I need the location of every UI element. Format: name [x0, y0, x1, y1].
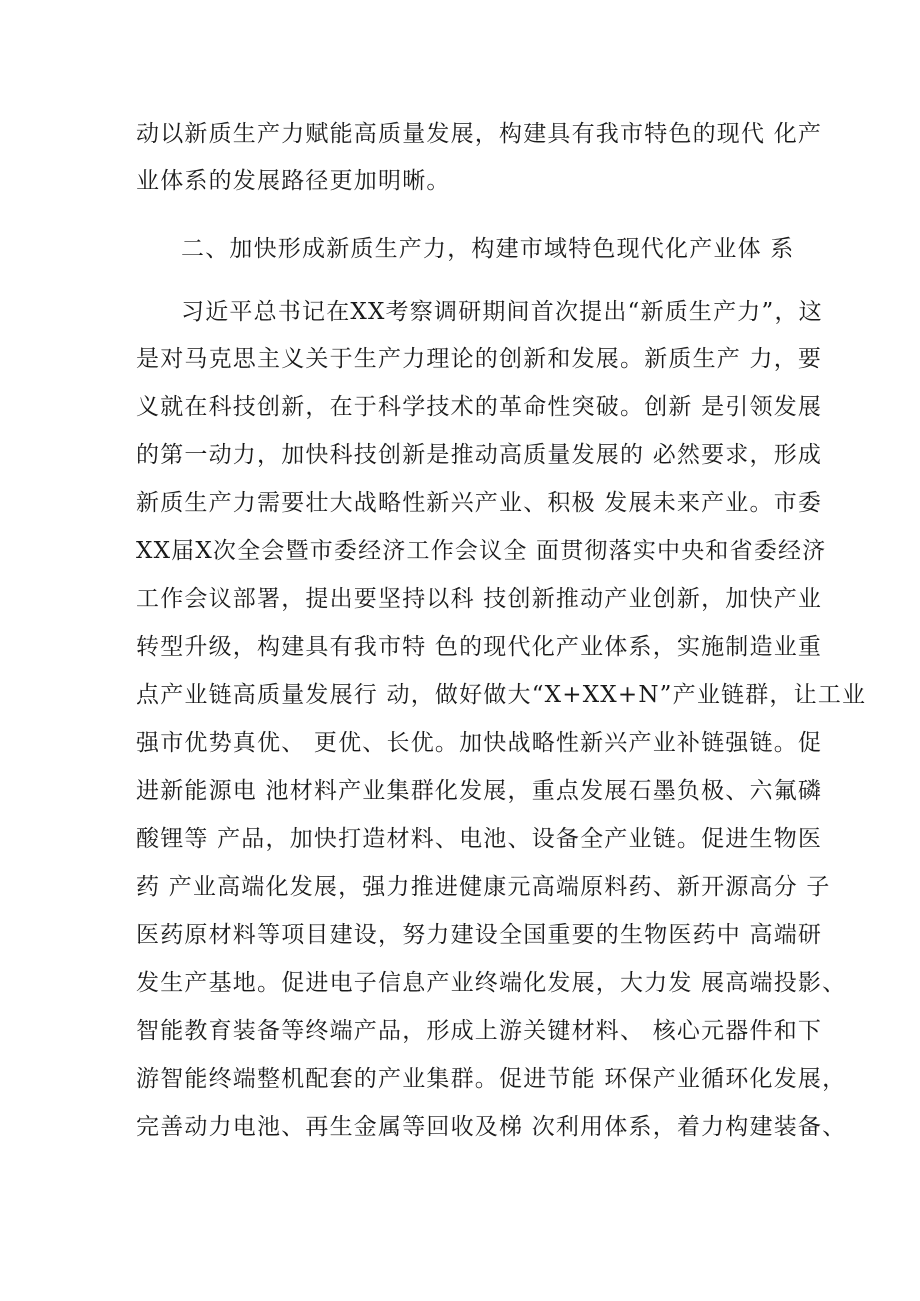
text-line: 习近平总书记在XX考察调研期间首次提出“新质生产力”，这 — [181, 299, 823, 325]
text-line: 进新能源电 池材料产业集群化发展，重点发展石墨负极、六氟磷 — [136, 778, 823, 804]
text-line: 发生产基地。促进电子信息产业终端化发展，大力发 展高端投影、 — [136, 970, 847, 996]
text-line: 药 产业高端化发展，强力推进健康元高端原料药、新开源高分 子 — [136, 874, 831, 900]
text-line: 动以新质生产力赋能高质量发展，构建具有我市特色的现代 化产 — [136, 121, 823, 147]
text-line: 酸锂等 产品，加快打造材料、电池、设备全产业链。促进生物医 — [136, 826, 823, 852]
text-line: 游智能终端整机配套的产业集群。促进节能 环保产业循环化发展， — [136, 1066, 847, 1092]
text-line: 新质生产力需要壮大战略性新兴产业、积极 发展未来产业。市委 — [136, 490, 823, 516]
section-heading: 二、加快形成新质生产力，构建市域特色现代化产业体 系 — [181, 236, 795, 262]
text-line: 的第一动力，加快科技创新是推动高质量发展的 必然要求，形成 — [136, 442, 823, 468]
text-line: XX届X次全会暨市委经济工作会议全 面贯彻落实中央和省委经济 — [136, 538, 827, 564]
text-line: 转型升级，构建具有我市特 色的现代化产业体系，实施制造业重 — [136, 634, 823, 660]
text-line: 业体系的发展路径更加明晰。 — [136, 168, 451, 194]
text-line: 强市优势真优、 更优、长优。加快战略性新兴产业补链强链。促 — [136, 730, 823, 756]
text-line: 义就在科技创新，在于科学技术的革命性突破。创新 是引领发展 — [136, 394, 823, 420]
text-line: 是对马克思主义关于生产力理论的创新和发展。新质生产 力，要 — [136, 346, 823, 372]
text-line: 智能教育装备等终端产品，形成上游关键材料、 核心元器件和下 — [136, 1018, 823, 1044]
text-line: 点产业链高质量发展行 动，做好做大“X+XX+N”产业链群，让工业 — [136, 682, 867, 708]
text-line: 医药原材料等项目建设，努力建设全国重要的生物医药中 高端研 — [136, 922, 823, 948]
text-line: 完善动力电池、再生金属等回收及梯 次利用体系，着力构建装备、 — [136, 1114, 847, 1140]
text-line: 工作会议部署，提出要坚持以科 技创新推动产业创新，加快产业 — [136, 586, 823, 612]
